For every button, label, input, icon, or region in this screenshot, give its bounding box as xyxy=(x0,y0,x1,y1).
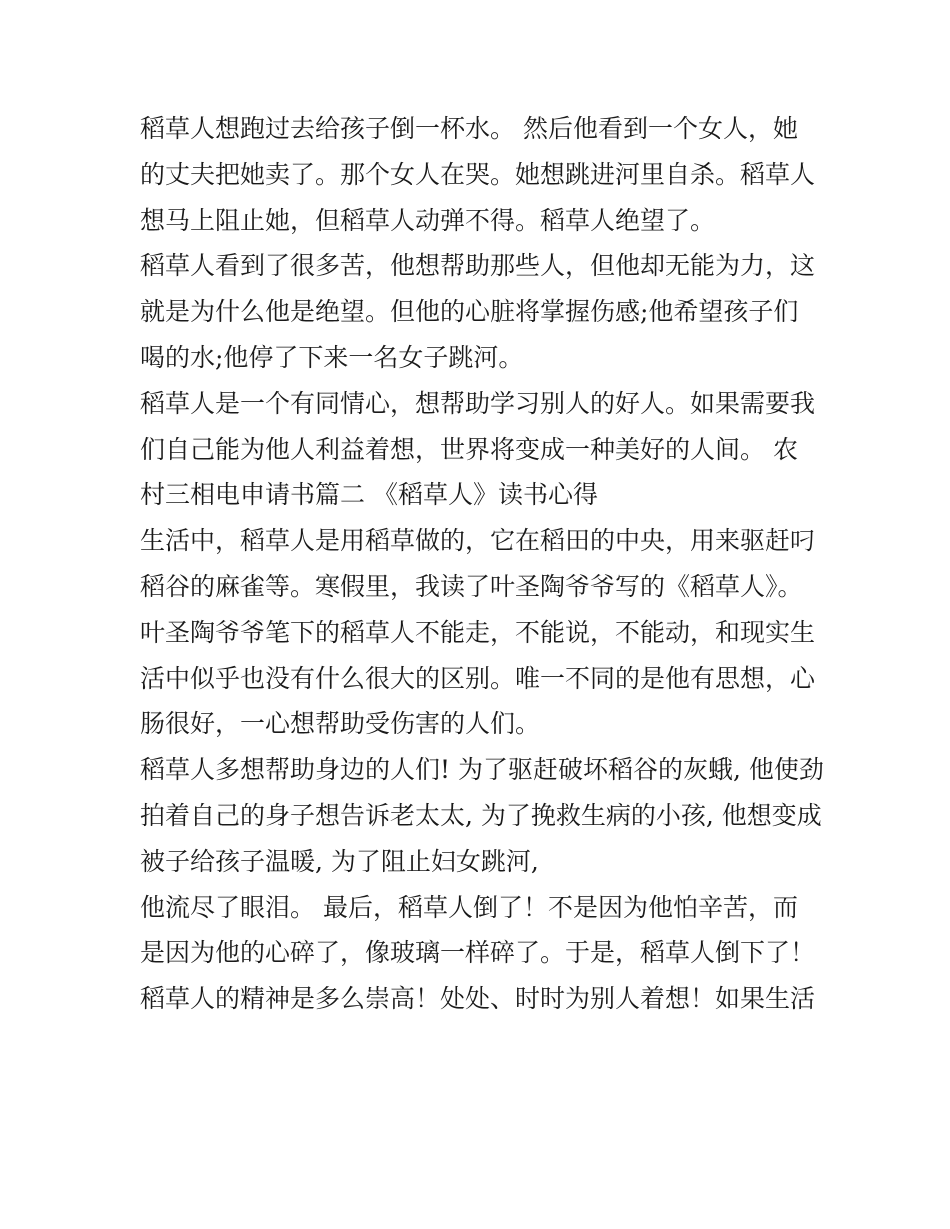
text-line: 稻草人看到了很多苦，他想帮助那些人，但他却无能为力，这 xyxy=(140,251,816,281)
text-line: 他流尽了眼泪。 最后，稻草人倒了！不是因为他怕辛苦，而 xyxy=(140,892,798,922)
text-line: 肠很好，一心想帮助受伤害的人们。 xyxy=(140,709,541,739)
text-line: 就是为什么他是绝望。但他的心脏将掌握伤感;他希望孩子们 xyxy=(140,297,799,327)
text-line: 被子给孩子温暖, 为了阻止妇女跳河, xyxy=(140,846,539,876)
text-line: 稻草人多想帮助身边的人们! 为了驱赶破坏稻谷的灰蛾, 他使劲 xyxy=(140,755,824,785)
body-text xyxy=(140,106,824,1022)
text-line: 稻谷的麻雀等。寒假里，我读了叶圣陶爷爷写的《稻草人》。 xyxy=(140,571,803,601)
text-line: 生活中，稻草人是用稻草做的，它在稻田的中央，用来驱赶叼 xyxy=(140,526,816,556)
text-line: 拍着自己的身子想告诉老太太, 为了挽救生病的小孩, 他想变成 xyxy=(140,800,822,830)
text-line: 村三相电申请书篇二 《稻草人》读书心得 xyxy=(140,480,598,510)
text-line: 想马上阻止她，但稻草人动弹不得。稻草人绝望了。 xyxy=(140,205,716,235)
text-line: 的丈夫把她卖了。那个女人在哭。她想跳进河里自杀。稻草人 xyxy=(140,159,816,189)
text-line: 喝的水;他停了下来一名女子跳河。 xyxy=(140,342,524,372)
text-line: 稻草人的精神是多么崇高！处处、时时为别人着想！如果生活 xyxy=(140,984,816,1014)
text-line: 是因为他的心碎了，像玻璃一样碎了。于是，稻草人倒下了！ xyxy=(140,938,816,968)
text-line: 叶圣陶爷爷笔下的稻草人不能走，不能说，不能动，和现实生 xyxy=(140,617,816,647)
text-line: 稻草人想跑过去给孩子倒一杯水。 然后他看到一个女人，她 xyxy=(140,114,798,143)
text-line: 活中似乎也没有什么很大的区别。唯一不同的是他有思想，心 xyxy=(140,663,816,693)
text-line: 们自己能为他人利益着想，世界将变成一种美好的人间。 农 xyxy=(140,434,798,464)
text-line: 稻草人是一个有同情心，想帮助学习别人的好人。如果需要我 xyxy=(140,388,816,418)
